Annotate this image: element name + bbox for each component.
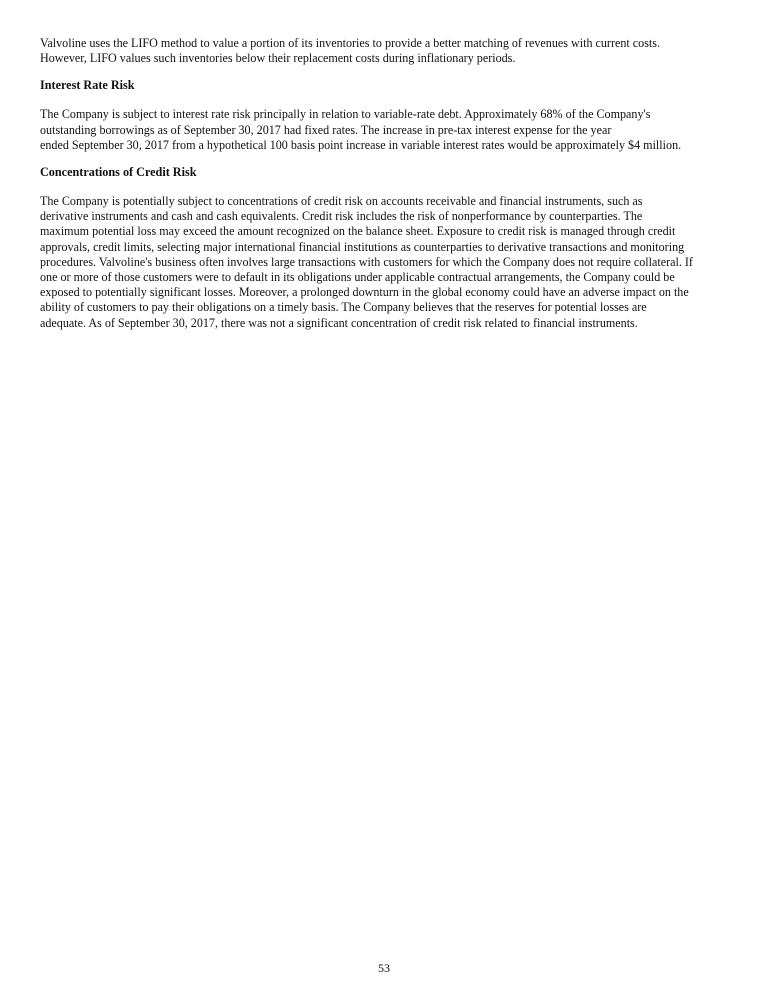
text-line: one or more of those customers were to default in its obligations under applicable contractual arrangements, the Company could be xyxy=(40,270,675,285)
text-line: Valvoline uses the LIFO method to value a portion of its inventories to provide a better matching of revenues with current costs. xyxy=(40,36,660,50)
heading-interest-rate-risk: Interest Rate Risk xyxy=(40,78,135,93)
text-line: The Company is potentially subject to concentrations of credit risk on accounts receivable and financial instruments, such as xyxy=(40,194,643,209)
text-line: approvals, credit limits, selecting major international financial institutions as counterparties to derivative transactions and monitoring xyxy=(40,239,685,254)
text-line: However, LIFO values such inventories below their replacement costs during inflationary periods. xyxy=(40,51,516,66)
heading-concentrations-of-credit-risk: Concentrations of Credit Risk xyxy=(40,165,197,180)
paragraph-credit-risk xyxy=(40,194,730,331)
paragraph-interest-rate-risk xyxy=(40,107,730,153)
document-page xyxy=(40,36,730,331)
text-line: exposed to potentially significant losses. Moreover, a prolonged downturn in the global economy could have an adverse impact on the xyxy=(40,285,689,300)
text-line: adequate. As of September 30, 2017, there was not a significant concentration of credit risk related to financial instruments. xyxy=(40,315,638,330)
page-number: 53 xyxy=(378,961,390,975)
text-line: outstanding borrowings as of September 30, 2017 had fixed rates. The increase in pre-tax interest expense for the year xyxy=(40,122,612,137)
text-line: ended September 30, 2017 from a hypothetical 100 basis point increase in variable interest rates would be approximately $4 million. xyxy=(40,137,682,152)
text-line: The Company is subject to interest rate risk principally in relation to variable-rate debt. Approximately 68% of the Company's xyxy=(40,107,651,122)
text-line: ability of customers to pay their obligations on a timely basis. The Company believes that the reserves for potential losses are xyxy=(40,300,647,315)
text-line: procedures. Valvoline's business often involves large transactions with customers for which the Company does not require collateral. If xyxy=(40,254,693,269)
text-line: derivative instruments and cash and cash equivalents. Credit risk includes the risk of nonperformance by counterparties. The xyxy=(40,209,643,224)
paragraph-lifo-inventories xyxy=(40,36,730,66)
text-line: maximum potential loss may exceed the amount recognized on the balance sheet. Exposure to credit risk is managed through credit xyxy=(40,224,676,239)
